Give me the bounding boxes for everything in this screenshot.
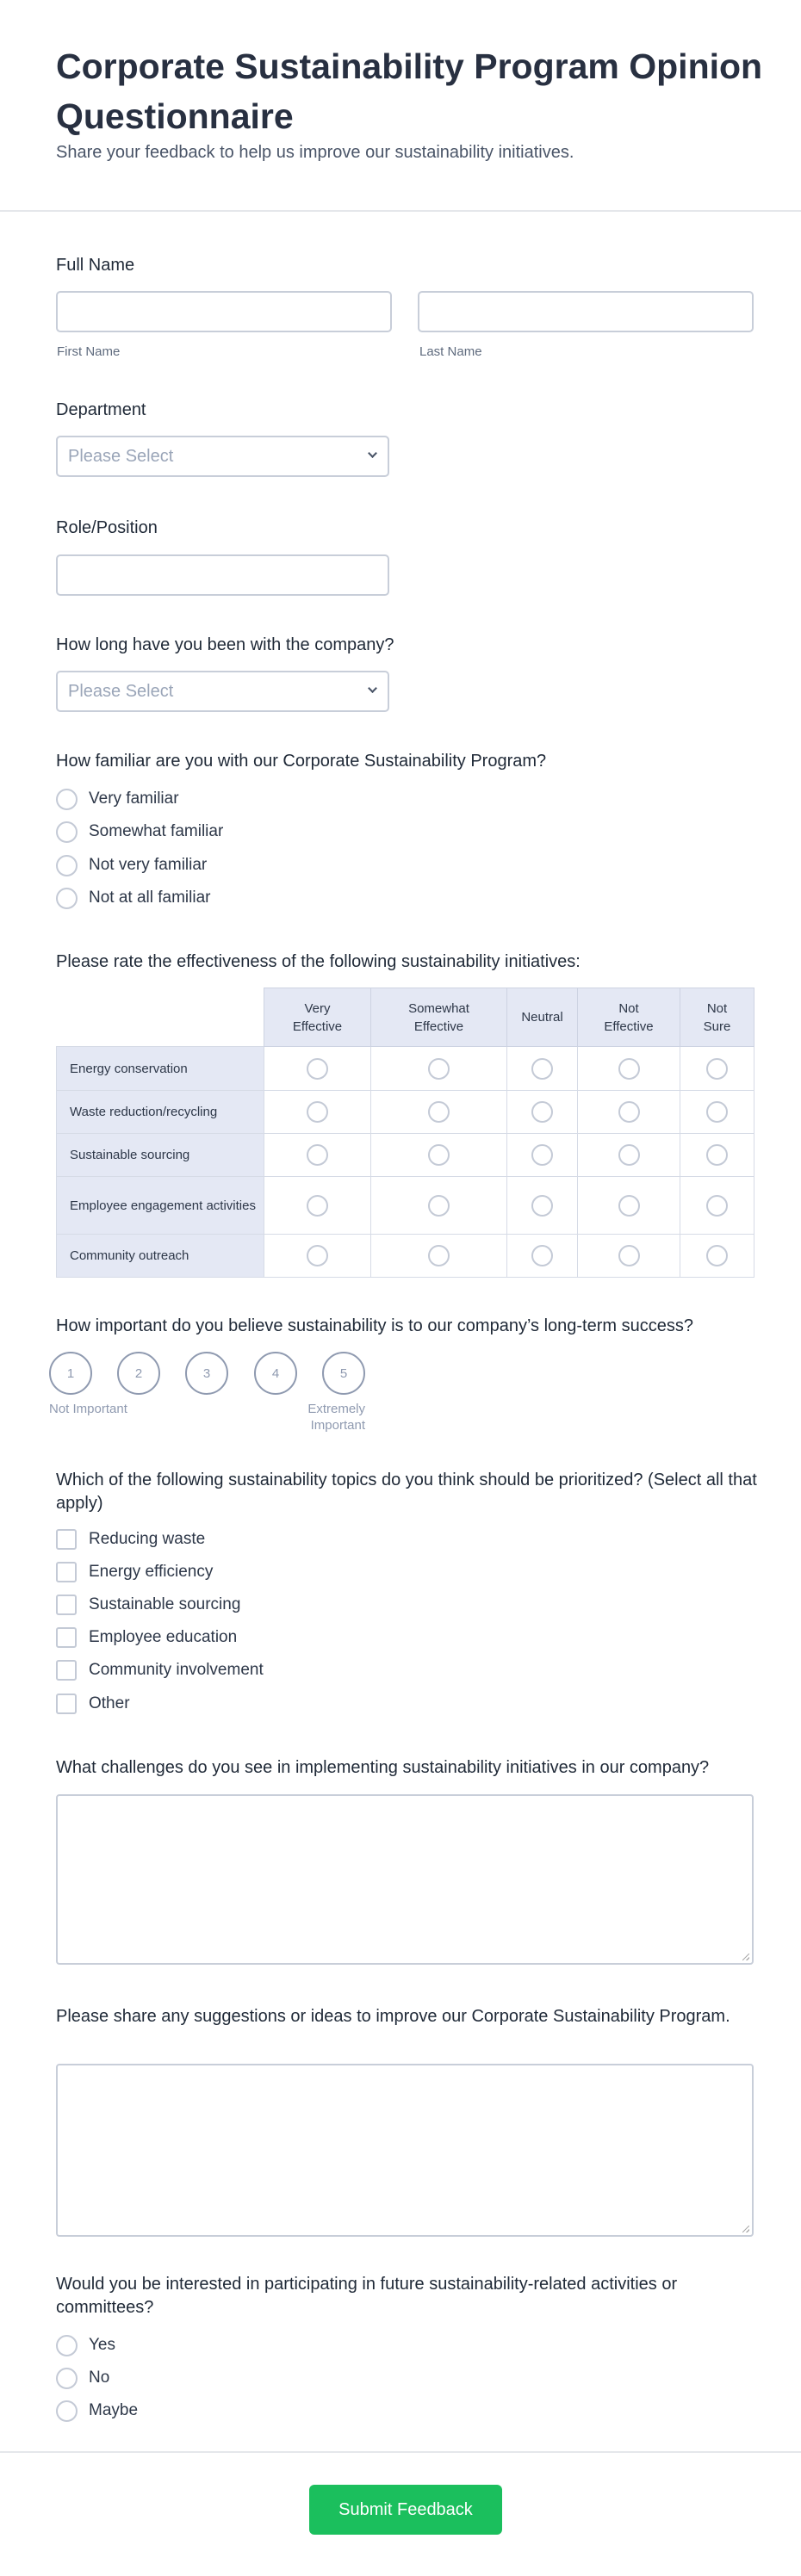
- first-name-sublabel: First Name: [57, 344, 121, 359]
- radio-button[interactable]: [531, 1195, 553, 1217]
- last-name-input[interactable]: [418, 291, 754, 332]
- option-label: Community involvement: [89, 1661, 264, 1679]
- suggestions-label: Please share any suggestions or ideas to improve our Corporate Sustainability Program.: [56, 2007, 730, 2026]
- matrix-cell[interactable]: [264, 1047, 371, 1091]
- radio-button[interactable]: [531, 1058, 553, 1080]
- participation-option[interactable]: [56, 2400, 138, 2422]
- checkbox[interactable]: [56, 1562, 77, 1582]
- importance-label: How important do you believe sustainability is to our company’s long-term success?: [56, 1316, 693, 1335]
- radio-button[interactable]: [56, 888, 78, 909]
- matrix-cell[interactable]: [507, 1177, 578, 1235]
- topic-option[interactable]: [56, 1528, 205, 1551]
- radio-button[interactable]: [307, 1195, 328, 1217]
- matrix-cell[interactable]: [680, 1091, 754, 1134]
- topics-label: Which of the following sustainability topics do you think should be prioritized? (Select all that apply): [56, 1471, 757, 1513]
- familiarity-label: How familiar are you with our Corporate Sustainability Program?: [56, 752, 547, 771]
- option-label: Not very familiar: [89, 856, 208, 874]
- full-name-label: Full Name: [56, 256, 135, 275]
- option-label: Not at all familiar: [89, 889, 211, 907]
- radio-button[interactable]: [56, 789, 78, 810]
- matrix-cell[interactable]: [264, 1091, 371, 1134]
- option-label: Very familiar: [89, 790, 179, 808]
- matrix-cell[interactable]: [680, 1047, 754, 1091]
- matrix-cell[interactable]: [578, 1091, 680, 1134]
- option-label: No: [89, 2369, 110, 2387]
- role-label: Role/Position: [56, 518, 158, 537]
- matrix-cell[interactable]: [578, 1134, 680, 1177]
- option-label: Sustainable sourcing: [89, 1595, 241, 1613]
- matrix-cell[interactable]: [264, 1177, 371, 1235]
- scale-option-3[interactable]: 3: [185, 1352, 228, 1395]
- matrix-cell[interactable]: [680, 1134, 754, 1177]
- matrix-cell[interactable]: [680, 1177, 754, 1235]
- tenure-placeholder: Please Select: [68, 682, 174, 701]
- radio-button[interactable]: [618, 1101, 640, 1123]
- page-title: Corporate Sustainability Program Opinion Questionnaire: [56, 46, 763, 136]
- row-label: Community outreach: [57, 1235, 264, 1278]
- challenges-textarea[interactable]: [56, 1794, 754, 1965]
- option-label: Somewhat familiar: [89, 822, 224, 840]
- column-header: Very Effective: [264, 988, 371, 1047]
- checkbox[interactable]: [56, 1660, 77, 1681]
- scale-option-5[interactable]: 5: [322, 1352, 365, 1395]
- matrix-cell[interactable]: [507, 1134, 578, 1177]
- first-name-input[interactable]: [56, 291, 392, 332]
- row-label: Sustainable sourcing: [57, 1134, 264, 1177]
- checkbox[interactable]: [56, 1529, 77, 1550]
- participation-label: Would you be interested in participating in future sustainability-related activities or committees?: [56, 2275, 678, 2317]
- matrix-cell[interactable]: [371, 1177, 507, 1235]
- radio-button[interactable]: [307, 1144, 328, 1166]
- radio-button[interactable]: [428, 1195, 450, 1217]
- familiarity-option[interactable]: [56, 788, 179, 810]
- option-label: Energy efficiency: [89, 1563, 214, 1581]
- column-header: Not Effective: [578, 988, 680, 1047]
- matrix-cell[interactable]: [371, 1091, 507, 1134]
- row-label: Energy conservation: [57, 1047, 264, 1091]
- department-placeholder: Please Select: [68, 447, 174, 466]
- matrix-cell[interactable]: [264, 1235, 371, 1278]
- option-label: Reducing waste: [89, 1530, 206, 1548]
- matrix-cell[interactable]: [507, 1235, 578, 1278]
- participation-option[interactable]: [56, 2367, 109, 2389]
- radio-button[interactable]: [706, 1195, 728, 1217]
- matrix-corner: [57, 988, 264, 1047]
- scale-option-1[interactable]: 1: [49, 1352, 92, 1395]
- tenure-select[interactable]: [56, 671, 389, 712]
- challenges-label: What challenges do you see in implementing sustainability initiatives in our company?: [56, 1758, 710, 1777]
- matrix-row: [57, 1047, 754, 1091]
- radio-button[interactable]: [428, 1101, 450, 1123]
- matrix-cell[interactable]: [578, 1177, 680, 1235]
- radio-button[interactable]: [706, 1245, 728, 1266]
- matrix-row: [57, 1134, 754, 1177]
- checkbox[interactable]: [56, 1627, 77, 1648]
- column-header: Not Sure: [680, 988, 754, 1047]
- scale-max-label: Extremely Important: [307, 1402, 365, 1433]
- radio-button[interactable]: [706, 1144, 728, 1166]
- page-subtitle: Share your feedback to help us improve our sustainability initiatives.: [56, 143, 574, 162]
- radio-button[interactable]: [618, 1195, 640, 1217]
- radio-button[interactable]: [56, 2400, 78, 2422]
- familiarity-option[interactable]: [56, 854, 207, 876]
- option-label: Employee education: [89, 1628, 238, 1646]
- topic-option[interactable]: [56, 1659, 264, 1681]
- matrix-cell[interactable]: [507, 1091, 578, 1134]
- topic-option[interactable]: [56, 1693, 130, 1715]
- radio-button[interactable]: [618, 1144, 640, 1166]
- tenure-label: How long have you been with the company?: [56, 635, 394, 654]
- department-label: Department: [56, 400, 146, 419]
- last-name-sublabel: Last Name: [419, 344, 482, 359]
- radio-button[interactable]: [706, 1058, 728, 1080]
- row-label: Employee engagement activities: [57, 1177, 264, 1235]
- familiarity-option[interactable]: [56, 887, 211, 909]
- option-label: Yes: [89, 2336, 115, 2354]
- radio-button[interactable]: [706, 1101, 728, 1123]
- option-label: Other: [89, 1694, 130, 1712]
- matrix-cell[interactable]: [264, 1134, 371, 1177]
- effectiveness-matrix: [56, 988, 754, 1278]
- resize-handle-icon[interactable]: [742, 2226, 749, 2232]
- matrix-label: Please rate the effectiveness of the following sustainability initiatives:: [56, 952, 581, 971]
- radio-button[interactable]: [428, 1058, 450, 1080]
- scale-option-2[interactable]: 2: [117, 1352, 160, 1395]
- column-header: Neutral: [507, 988, 578, 1047]
- matrix-cell[interactable]: [578, 1047, 680, 1091]
- radio-button[interactable]: [56, 2368, 78, 2389]
- radio-button[interactable]: [56, 2335, 78, 2356]
- radio-button[interactable]: [56, 855, 78, 876]
- familiarity-option[interactable]: [56, 820, 223, 843]
- matrix-cell[interactable]: [371, 1047, 507, 1091]
- matrix-cell[interactable]: [371, 1134, 507, 1177]
- topic-option[interactable]: [56, 1561, 213, 1583]
- role-input[interactable]: [56, 554, 389, 596]
- matrix-row: [57, 1091, 754, 1134]
- matrix-row: [57, 1235, 754, 1278]
- matrix-cell[interactable]: [371, 1235, 507, 1278]
- radio-button[interactable]: [56, 821, 78, 843]
- department-select[interactable]: [56, 436, 389, 477]
- radio-button[interactable]: [531, 1144, 553, 1166]
- participation-option[interactable]: [56, 2334, 115, 2356]
- matrix-cell[interactable]: [578, 1235, 680, 1278]
- checkbox[interactable]: [56, 1694, 77, 1714]
- matrix-cell[interactable]: [507, 1047, 578, 1091]
- radio-button[interactable]: [428, 1245, 450, 1266]
- radio-button[interactable]: [618, 1245, 640, 1266]
- matrix-cell[interactable]: [680, 1235, 754, 1278]
- scale-option-4[interactable]: 4: [254, 1352, 297, 1395]
- scale-min-label: Not Important: [49, 1402, 127, 1416]
- submit-feedback-button[interactable]: Submit Feedback: [309, 2485, 502, 2535]
- topic-option[interactable]: [56, 1594, 240, 1616]
- radio-button[interactable]: [531, 1101, 553, 1123]
- footer-divider: [0, 2451, 801, 2453]
- row-label: Waste reduction/recycling: [57, 1091, 264, 1134]
- chevron-down-icon: [368, 449, 377, 458]
- radio-button[interactable]: [307, 1101, 328, 1123]
- radio-button[interactable]: [307, 1245, 328, 1266]
- header-divider: [0, 210, 801, 212]
- checkbox[interactable]: [56, 1595, 77, 1615]
- matrix-row: [57, 1177, 754, 1235]
- radio-button[interactable]: [307, 1058, 328, 1080]
- column-header: Somewhat Effective: [371, 988, 507, 1047]
- suggestions-textarea[interactable]: [56, 2064, 754, 2237]
- option-label: Maybe: [89, 2401, 139, 2419]
- chevron-down-icon: [368, 684, 377, 693]
- resize-handle-icon[interactable]: [742, 1954, 749, 1960]
- topic-option[interactable]: [56, 1626, 237, 1649]
- radio-button[interactable]: [428, 1144, 450, 1166]
- radio-button[interactable]: [618, 1058, 640, 1080]
- radio-button[interactable]: [531, 1245, 553, 1266]
